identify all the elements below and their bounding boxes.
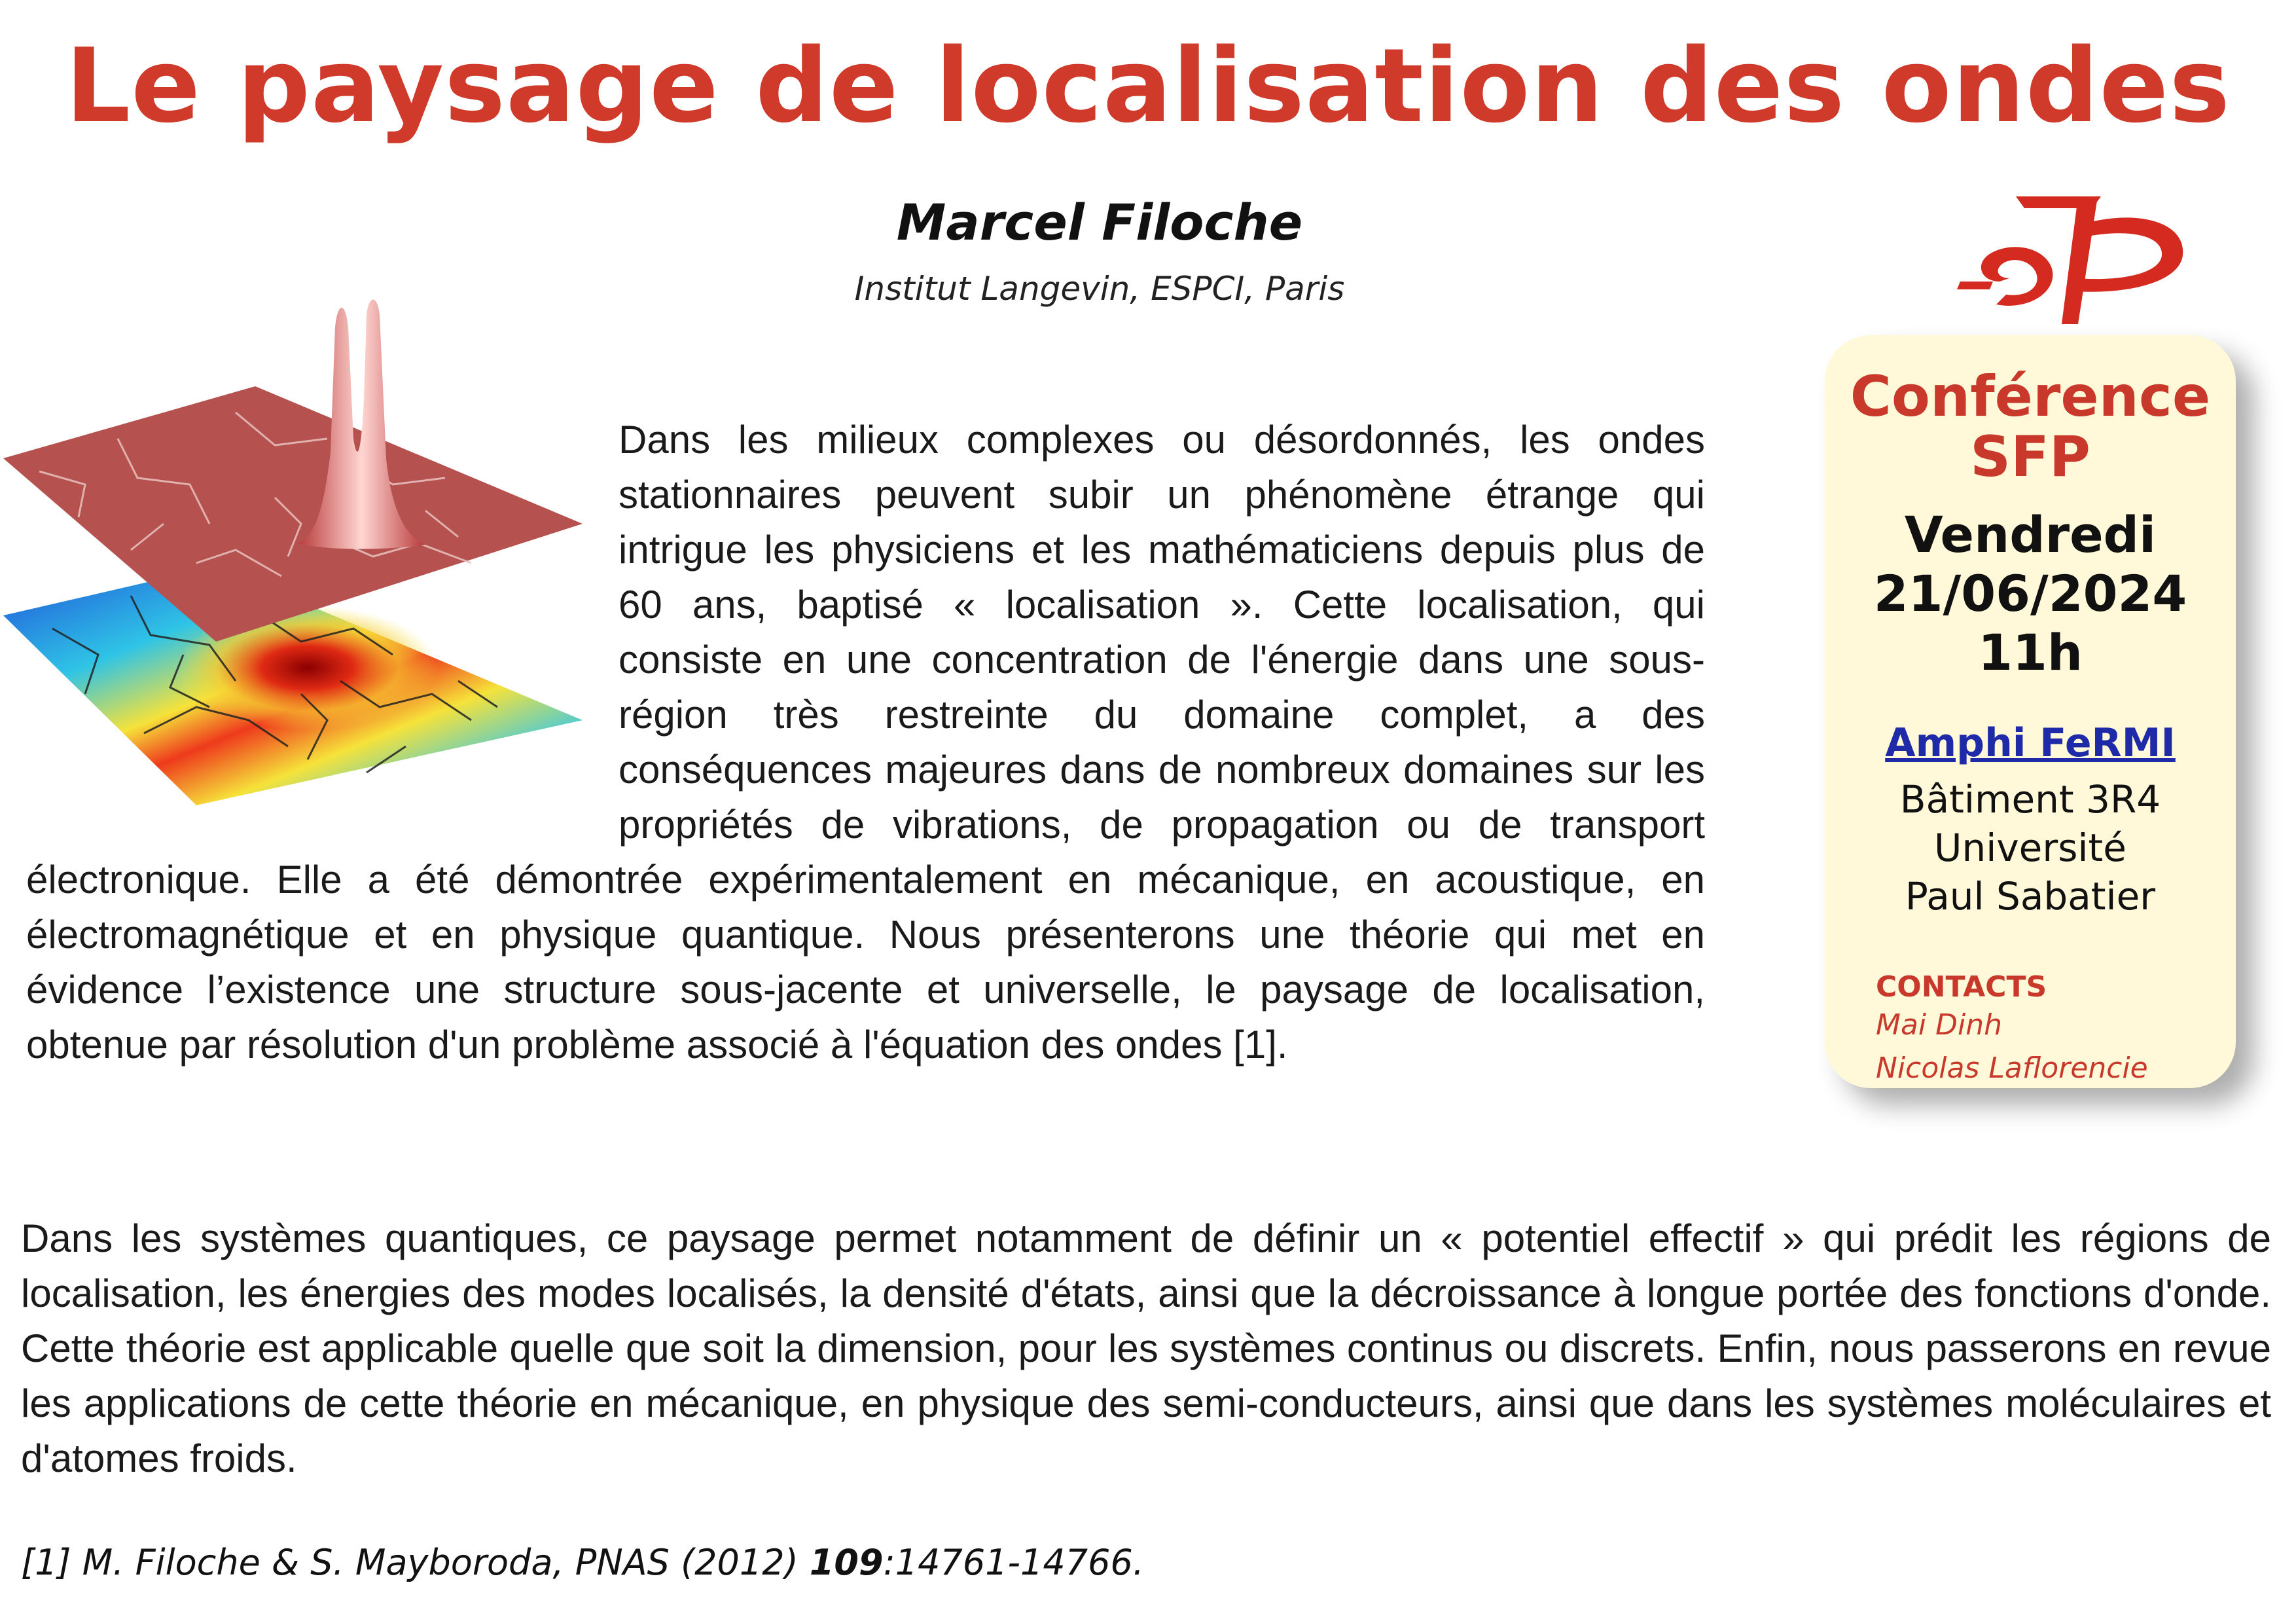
abstract-paragraph-1 (26, 412, 1705, 1072)
venue-building: Bâtiment 3R4 (1899, 777, 2161, 822)
contact-name: Mai Dinh (1876, 1008, 2003, 1042)
reference-citation (21, 1542, 1144, 1583)
contacts-label: CONTACTS (1876, 970, 2047, 1004)
event-time: 11h (1978, 623, 2083, 682)
venue-link[interactable]: Amphi FeRMI (1885, 720, 2176, 766)
reference-volume: 109 (809, 1542, 884, 1583)
venue-university-line1: Université (1934, 826, 2126, 870)
event-date: 21/06/2024 (1873, 564, 2187, 623)
contact-name: Nicolas Laflorencie (1876, 1051, 2148, 1085)
figure-wrap-spacer (26, 412, 619, 851)
event-datetime (1825, 505, 2236, 682)
sfp-logo (1954, 183, 2189, 327)
event-info-panel (1825, 335, 2236, 1088)
panel-title (1825, 364, 2236, 490)
panel-title-line2: SFP (1970, 424, 2090, 490)
poster-title: Le paysage de localisation des ondes (65, 26, 2231, 145)
panel-title-line1: Conférence (1850, 364, 2211, 429)
contacts-block (1876, 970, 2236, 1090)
venue-address (1825, 775, 2236, 921)
event-day: Vendredi (1904, 505, 2157, 564)
speaker-affiliation: Institut Langevin, ESPCI, Paris (854, 270, 1345, 308)
speaker-name: Marcel Filoche (896, 193, 1303, 251)
reference-suffix: :14761-14766. (883, 1542, 1144, 1583)
reference-prefix: [1] M. Filoche & S. Mayboroda, PNAS (2012) (21, 1542, 810, 1583)
abstract-paragraph-2: Dans les systèmes quantiques, ce paysage permet notamment de définir un « potentiel effectif » qui prédit les régions de localisation, les énergies des modes localisés, la densité d'états, ainsi que la décroissance à longue portée des fonctions d'onde. Cette théorie est applicable quelle que soit la dimension, pour les systèmes continus ou discrets. Enfin, nous passerons en revue les applications de cette théorie en mécanique, en physique des semi-conducteurs, ainsi que dans les systèmes moléculaires et d'atomes froids. (21, 1216, 2271, 1480)
abstract-paragraph-1-text: Dans les milieux complexes ou désordonnés, les ondes stationnaires peuvent subir un phénomène étrange qui intrigue les physiciens et les mathématiciens depuis plus de 60 ans, baptisé « localisation ». Cette localisation, qui consiste en une concentration de l'énergie dans une sous-région très restreinte du domaine complet, a des conséquences majeures dans de nombreux domaines sur les propriétés de vibrations, de propagation ou de transport électronique. Elle a été démontrée expérimentalement en mécanique, en acoustique, en électromagnétique et en physique quantique. Nous présenterons une théorie qui met en évidence l’existence une structure sous-jacente et universelle, le paysage de localisation, obtenue par résolution d'un problème associé à l'équation des ondes [1]. (26, 418, 1705, 1067)
venue-university-line2: Paul Sabatier (1905, 874, 2156, 919)
